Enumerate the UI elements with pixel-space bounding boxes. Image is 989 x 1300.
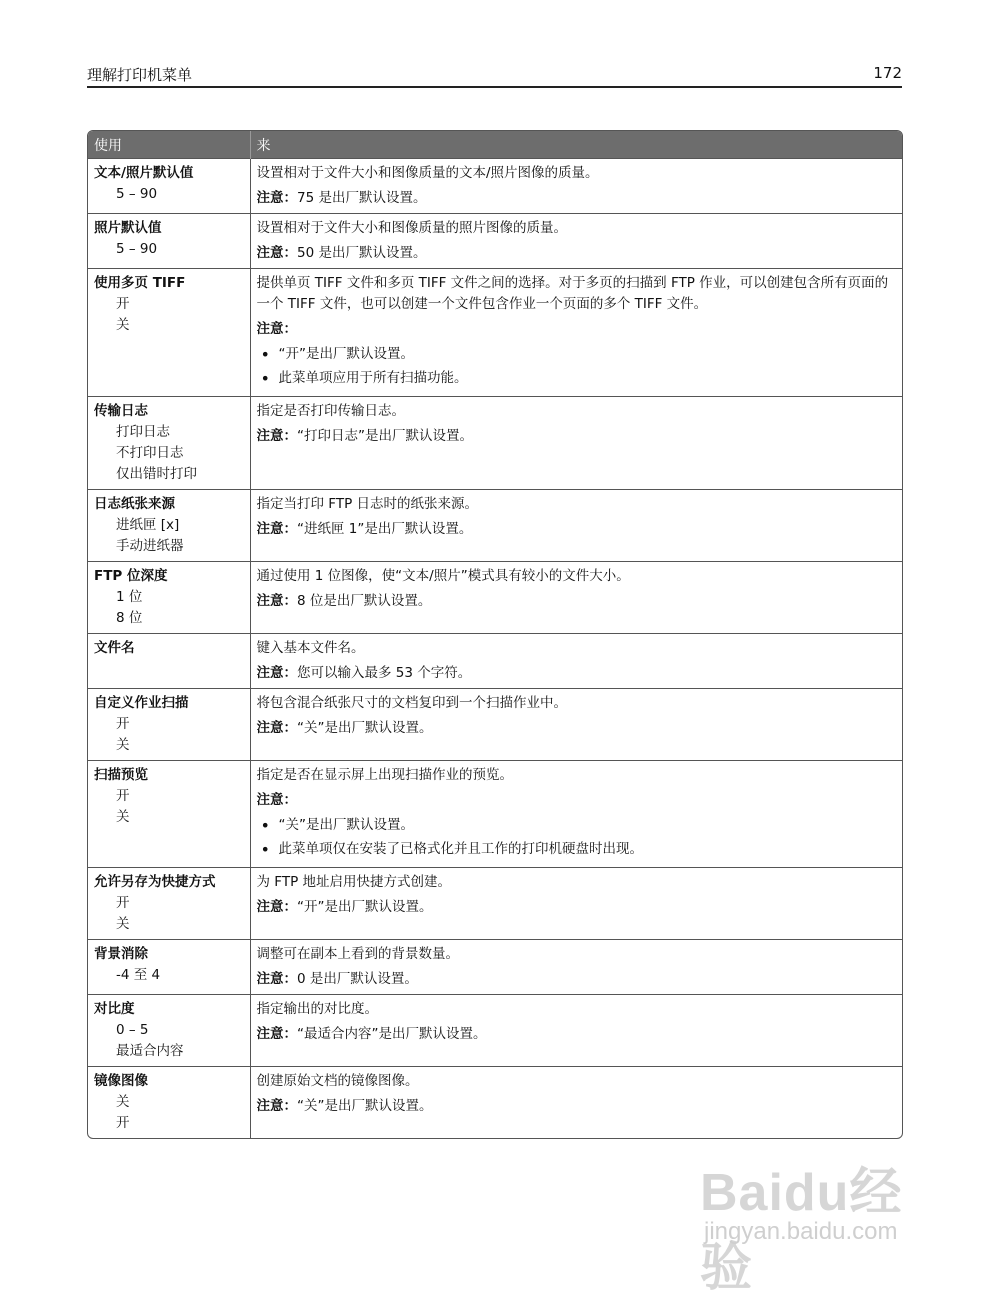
description-cell	[250, 159, 902, 214]
setting-option: -4 至 4	[116, 967, 161, 983]
table-header-row	[88, 131, 902, 159]
setting-description: 调整可在副本上看到的背景数量。	[256, 946, 459, 962]
setting-description: 提供单页 TIFF 文件和多页 TIFF 文件之间的选择。对于多页的扫描到 FTP 作业，可以创建包含所有页面的一个 TIFF 文件，也可以创建一个文件包含作业一个页面的多个 TIFF 文件。	[256, 275, 889, 312]
table-row	[88, 689, 902, 761]
setting-option: 0 – 5	[116, 1022, 149, 1038]
table-row	[88, 868, 902, 940]
note-label: 注意：	[256, 1026, 297, 1042]
setting-name: 使用多页 TIFF	[94, 275, 186, 291]
note	[257, 1096, 897, 1117]
setting-description: 指定是否打印传输日志。	[256, 403, 405, 419]
setting-description: 指定是否在显示屏上出现扫描作业的预览。	[256, 767, 513, 783]
note-text: 8 位是出厂默认设置。	[297, 593, 432, 609]
note	[257, 519, 897, 540]
setting-option: 不打印日志	[116, 445, 184, 461]
note-bullet: • 此菜单项仅在安装了已格式化并且工作的打印机硬盘时出现。	[257, 839, 897, 860]
setting-cell	[88, 634, 250, 689]
note	[257, 591, 897, 612]
note	[257, 718, 897, 739]
setting-option: 1 位	[116, 589, 143, 605]
setting-cell	[88, 689, 250, 761]
note-text: 0 是出厂默认设置。	[297, 971, 418, 987]
setting-option: 手动进纸器	[116, 538, 184, 554]
watermark-logo-text: Baidu经验	[700, 1164, 903, 1297]
note-label: 注意：	[256, 190, 297, 206]
setting-cell	[88, 940, 250, 995]
description-cell	[250, 868, 902, 940]
note-text: 75 是出厂默认设置。	[297, 190, 427, 206]
page-number: 172	[873, 64, 902, 82]
setting-cell	[88, 159, 250, 214]
note-bullet: • “开”是出厂默认设置。	[257, 344, 897, 365]
setting-option: 关	[116, 1094, 130, 1110]
note	[257, 663, 897, 684]
note-bullet-list	[257, 344, 897, 389]
note-text: “打印日志”是出厂默认设置。	[297, 428, 473, 444]
note-label: 注意：	[256, 245, 297, 261]
description-cell	[250, 995, 902, 1067]
note-text: “关”是出厂默认设置。	[297, 1098, 433, 1114]
note	[257, 969, 897, 990]
note	[257, 319, 897, 340]
note-text: “最适合内容”是出厂默认设置。	[297, 1026, 487, 1042]
setting-option: 开	[116, 1115, 130, 1131]
setting-option: 关	[116, 809, 130, 825]
description-cell	[250, 761, 902, 868]
setting-cell	[88, 269, 250, 397]
table-row	[88, 940, 902, 995]
setting-option: 开	[116, 296, 130, 312]
setting-description: 设置相对于文件大小和图像质量的照片图像的质量。	[256, 220, 567, 236]
description-cell	[250, 1067, 902, 1139]
table-row	[88, 397, 902, 490]
setting-option: 进纸匣 [x]	[116, 517, 180, 533]
table-row	[88, 490, 902, 562]
note	[257, 790, 897, 811]
description-cell	[250, 634, 902, 689]
table-row	[88, 269, 902, 397]
setting-name: 扫描预览	[94, 767, 148, 783]
note-label: 注意：	[256, 899, 297, 915]
setting-description: 创建原始文档的镜像图像。	[256, 1073, 419, 1089]
description-cell	[250, 940, 902, 995]
setting-name: 文件名	[94, 640, 135, 656]
note-bullet-list	[257, 815, 897, 860]
setting-description: 指定当打印 FTP 日志时的纸张来源。	[256, 496, 478, 512]
table-row	[88, 995, 902, 1067]
setting-name: 背景消除	[94, 946, 148, 962]
setting-cell	[88, 490, 250, 562]
setting-name: 镜像图像	[94, 1073, 148, 1089]
page-title: 理解打印机菜单	[87, 66, 193, 84]
setting-cell	[88, 995, 250, 1067]
table-row	[88, 562, 902, 634]
note-label: 注意：	[256, 665, 297, 681]
setting-description: 通过使用 1 位图像，使“文本/照片”模式具有较小的文件大小。	[256, 568, 630, 584]
setting-description: 将包含混合纸张尺寸的文档复印到一个扫描作业中。	[256, 695, 567, 711]
setting-option: 8 位	[116, 610, 143, 626]
note	[257, 243, 897, 264]
table-row	[88, 159, 902, 214]
table-row	[88, 761, 902, 868]
setting-option: 打印日志	[116, 424, 170, 440]
setting-name: 对比度	[94, 1001, 135, 1017]
setting-option: 关	[116, 737, 130, 753]
setting-option: 开	[116, 895, 130, 911]
description-cell	[250, 689, 902, 761]
note-text: 50 是出厂默认设置。	[297, 245, 427, 261]
note-label: 注意：	[256, 521, 297, 537]
description-cell	[250, 490, 902, 562]
description-cell	[250, 397, 902, 490]
setting-option: 开	[116, 788, 130, 804]
column-header-purpose: 来	[250, 131, 902, 159]
note-label: 注意：	[256, 321, 297, 337]
note-label: 注意：	[256, 593, 297, 609]
description-cell	[250, 269, 902, 397]
setting-description: 指定输出的对比度。	[256, 1001, 378, 1017]
setting-cell	[88, 397, 250, 490]
page-header	[87, 62, 902, 88]
note-text: “进纸匣 1”是出厂默认设置。	[297, 521, 473, 537]
table-row	[88, 1067, 902, 1139]
setting-name: 传输日志	[94, 403, 148, 419]
table-row	[88, 634, 902, 689]
setting-cell	[88, 761, 250, 868]
setting-name: 照片默认值	[94, 220, 162, 236]
setting-option: 开	[116, 716, 130, 732]
setting-name: FTP 位深度	[94, 568, 168, 584]
note-label: 注意：	[256, 792, 297, 808]
setting-option: 5 – 90	[116, 241, 158, 257]
setting-option: 仅出错时打印	[116, 466, 197, 482]
note-bullet: • “关”是出厂默认设置。	[257, 815, 897, 836]
setting-option: 关	[116, 317, 130, 333]
note-label: 注意：	[256, 1098, 297, 1114]
setting-name: 自定义作业扫描	[94, 695, 189, 711]
settings-table	[87, 130, 903, 1139]
note-bullet: • 此菜单项应用于所有扫描功能。	[257, 368, 897, 389]
note-label: 注意：	[256, 428, 297, 444]
setting-name: 允许另存为快捷方式	[94, 874, 216, 890]
note	[257, 1024, 897, 1045]
setting-cell	[88, 214, 250, 269]
description-cell	[250, 214, 902, 269]
setting-description: 设置相对于文件大小和图像质量的文本/照片图像的质量。	[256, 165, 599, 181]
setting-name: 文本/照片默认值	[94, 165, 194, 181]
setting-cell	[88, 1067, 250, 1139]
table-row	[88, 214, 902, 269]
setting-cell	[88, 562, 250, 634]
column-header-use: 使用	[88, 131, 250, 159]
note-label: 注意：	[256, 971, 297, 987]
note-text: 您可以输入最多 53 个字符。	[297, 665, 472, 681]
note	[257, 897, 897, 918]
description-cell	[250, 562, 902, 634]
setting-description: 键入基本文件名。	[256, 640, 365, 656]
setting-option: 最适合内容	[116, 1043, 184, 1059]
baidu-watermark	[700, 1150, 940, 1297]
note	[257, 426, 897, 447]
note-text: “关”是出厂默认设置。	[297, 720, 433, 736]
setting-option: 关	[116, 916, 130, 932]
setting-name: 日志纸张来源	[94, 496, 175, 512]
watermark-url: jingyan.baidu.com	[704, 1218, 898, 1245]
note-label: 注意：	[256, 720, 297, 736]
note-text: “开”是出厂默认设置。	[297, 899, 433, 915]
setting-description: 为 FTP 地址启用快捷方式创建。	[256, 874, 451, 890]
setting-option: 5 – 90	[116, 186, 158, 202]
note	[257, 188, 897, 209]
setting-cell	[88, 868, 250, 940]
